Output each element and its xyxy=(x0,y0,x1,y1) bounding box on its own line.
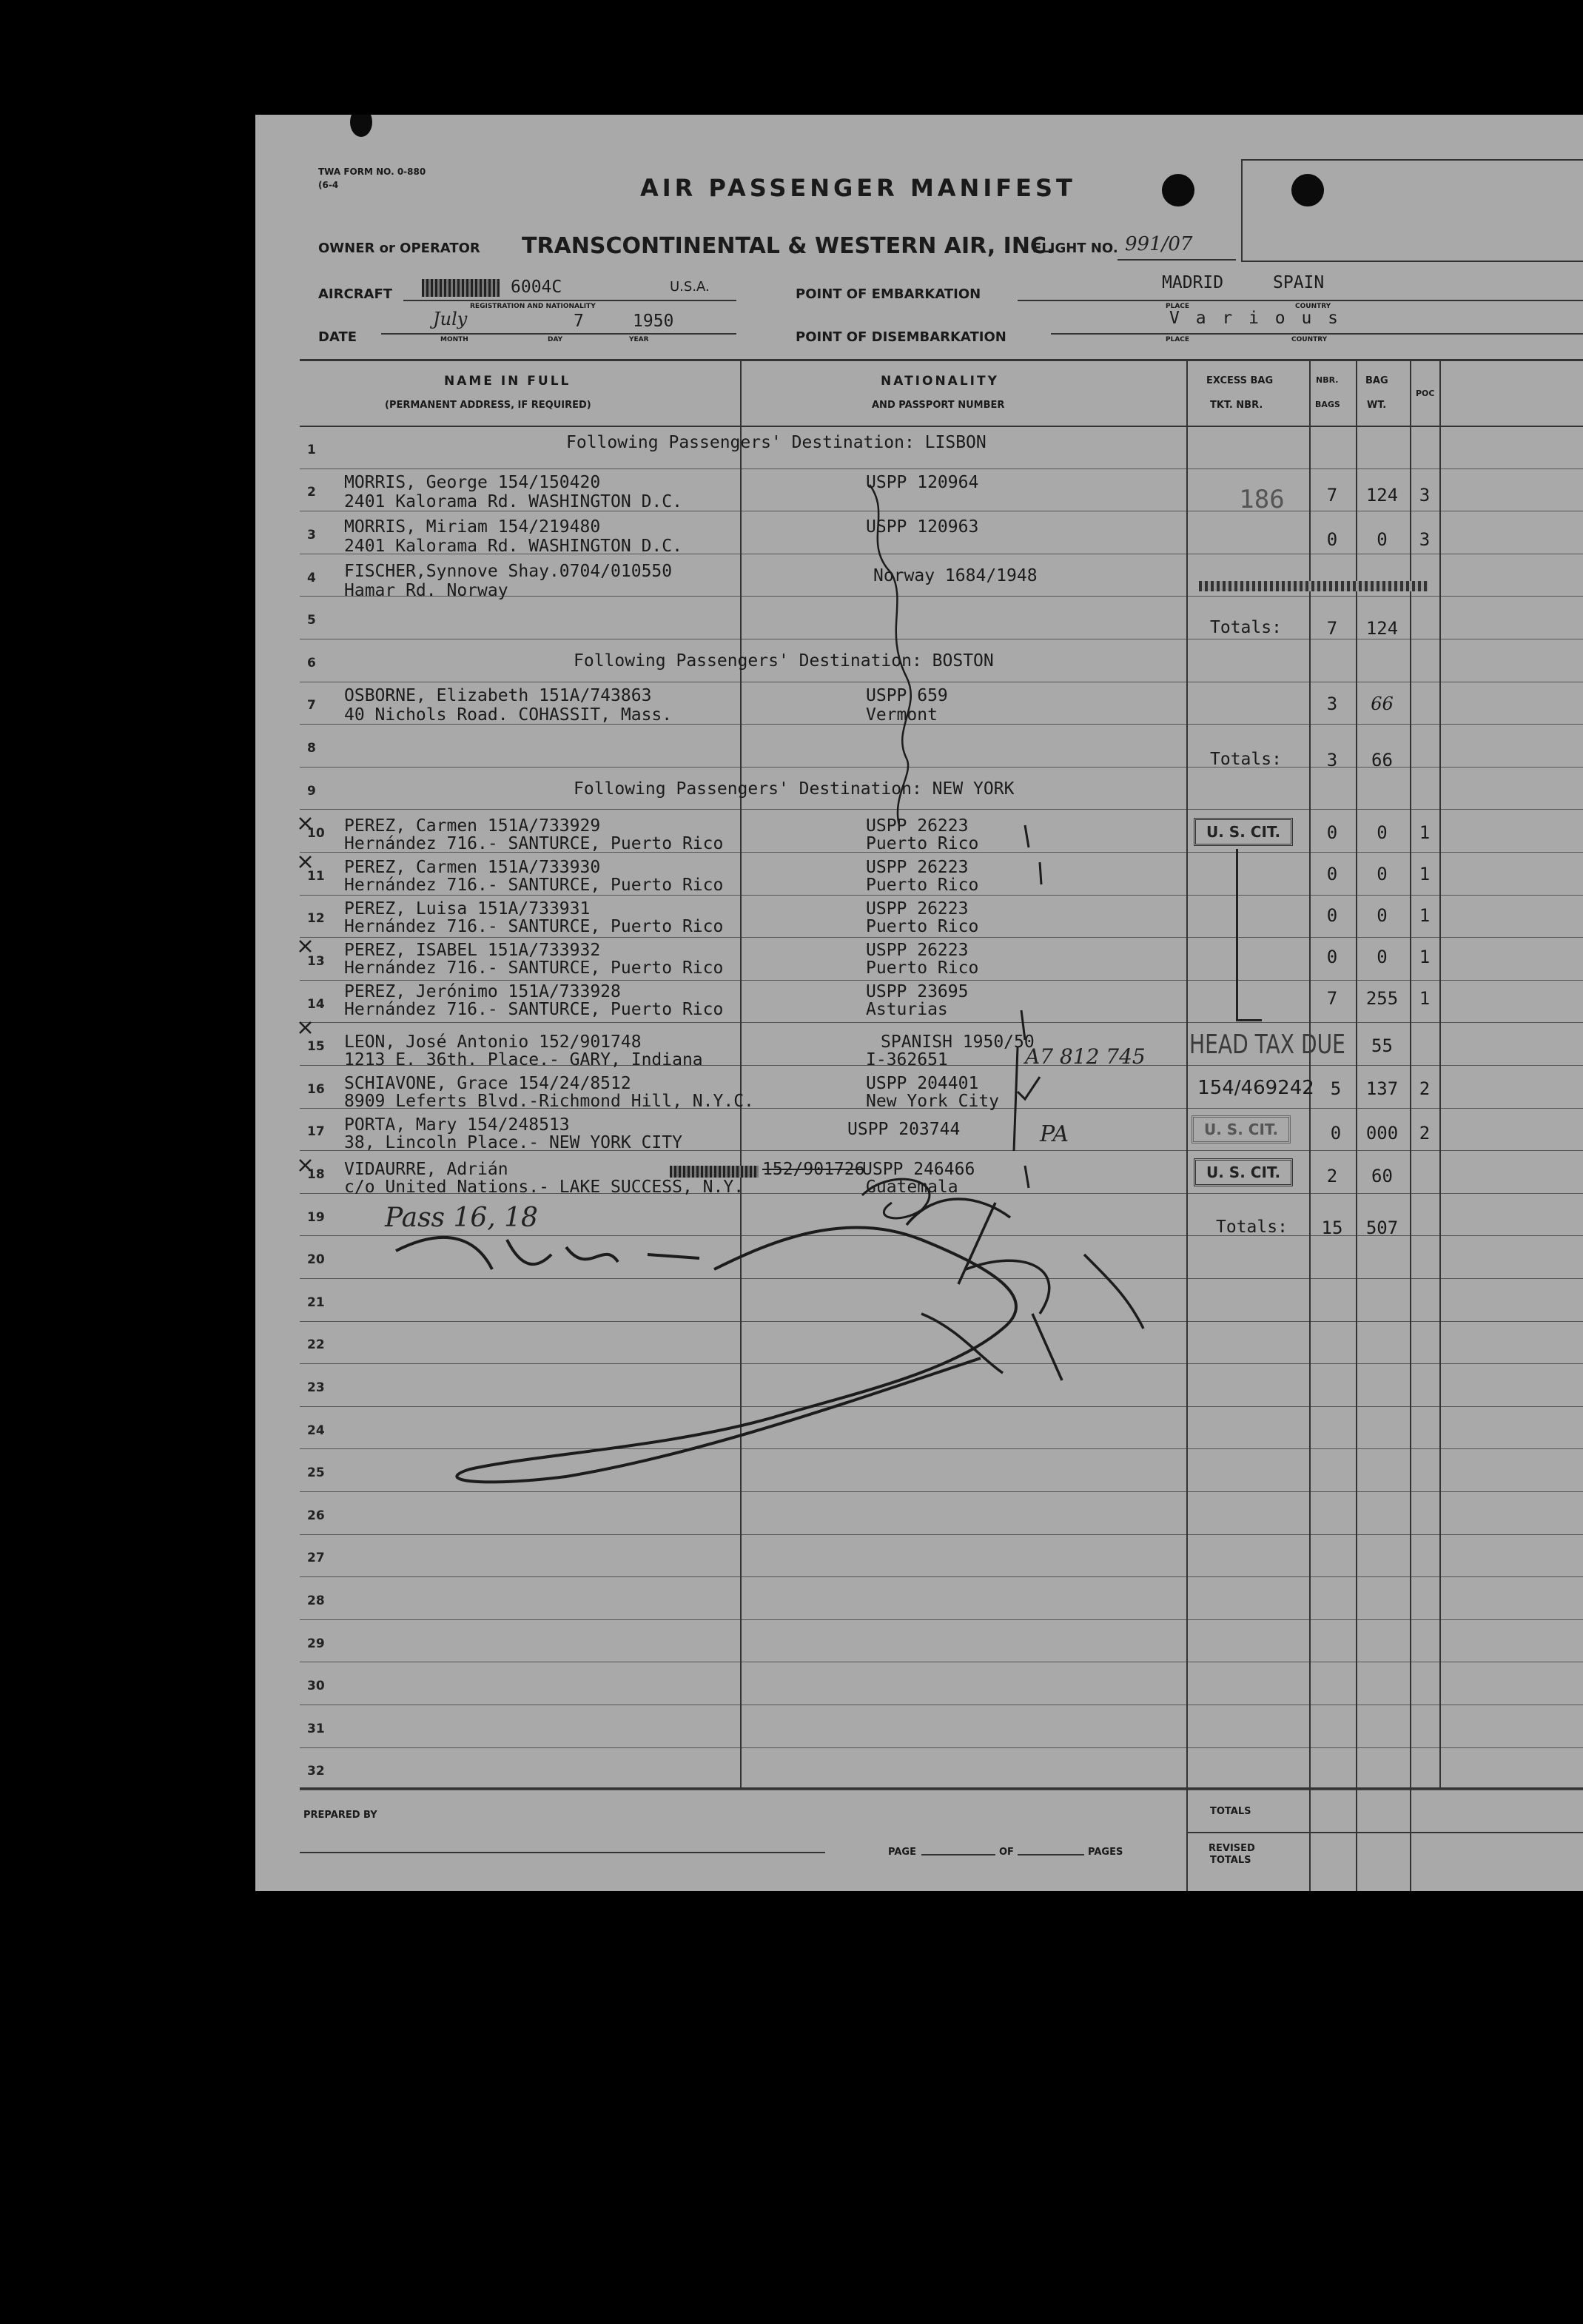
row-number: 19 xyxy=(307,1210,325,1225)
date-sub-month: MONTH xyxy=(440,336,468,343)
disembark-sub-place: PLACE xyxy=(1166,336,1190,343)
page-line xyxy=(921,1854,995,1855)
row-number: 7 xyxy=(307,698,316,713)
row18-nationality-2: Guatemala xyxy=(866,1178,958,1197)
disembark-label: POINT OF DISEMBARKATION xyxy=(796,329,1006,345)
row-number: 24 xyxy=(307,1423,325,1438)
row10-nationality-2: Puerto Rico xyxy=(866,834,979,853)
aircraft-country: U.S.A. xyxy=(670,279,710,295)
col-nbr-header: NBR. xyxy=(1316,375,1339,385)
row3-nationality: USPP 120963 xyxy=(866,517,979,537)
row17-handwritten: PA xyxy=(1040,1121,1069,1147)
prepared-by-label: PREPARED BY xyxy=(303,1810,377,1821)
row2-poc: 3 xyxy=(1419,485,1431,506)
aircraft-sub: REGISTRATION AND NATIONALITY xyxy=(470,303,596,310)
row14-address: Hernández 716.- SANTURCE, Puerto Rico xyxy=(344,1000,724,1019)
of-label: OF xyxy=(999,1847,1014,1858)
col-poc-header: POC xyxy=(1416,389,1435,398)
bracket-squiggle xyxy=(870,485,911,825)
form-revision: (6-4 xyxy=(318,180,339,190)
row18-struck: 152/901726 xyxy=(762,1160,865,1179)
row13-poc: 1 xyxy=(1419,947,1431,967)
embark-sub-country: COUNTRY xyxy=(1295,303,1331,310)
row16-nationality: USPP 204401 xyxy=(866,1074,979,1093)
row7-address: 40 Nichols Road. COHASSIT, Mass. xyxy=(344,705,673,725)
row13-nbr: 0 xyxy=(1326,947,1338,967)
aircraft-value: 6004C xyxy=(511,278,562,297)
signature-stroke-2 xyxy=(457,1227,1016,1482)
signature-stroke-3 xyxy=(907,1199,1143,1380)
row12-name: PEREZ, Luisa 151A/733931 xyxy=(344,899,591,918)
row3-poc: 3 xyxy=(1419,529,1431,550)
row17-poc: 2 xyxy=(1419,1123,1431,1143)
col-nat-sub: AND PASSPORT NUMBER xyxy=(872,400,1005,411)
row-number: 5 xyxy=(307,613,316,628)
row-number: 4 xyxy=(307,571,316,585)
footer-revised-totals-label: TOTALS xyxy=(1210,1855,1251,1866)
row-number: 13 xyxy=(307,954,325,969)
row16-nbr: 5 xyxy=(1330,1078,1342,1099)
row11-address: Hernández 716.- SANTURCE, Puerto Rico xyxy=(344,876,724,895)
col-nat-header: NATIONALITY xyxy=(881,374,999,389)
row14-wt: 255 xyxy=(1365,988,1399,1009)
row17-stamp: U. S. CIT. xyxy=(1192,1115,1291,1143)
row2-address: 2401 Kalorama Rd. WASHINGTON D.C. xyxy=(344,492,682,511)
row-number: 14 xyxy=(307,997,325,1012)
row14-nbr: 7 xyxy=(1326,988,1338,1009)
col-name-header: NAME IN FULL xyxy=(444,374,571,389)
row-number: 25 xyxy=(307,1465,325,1480)
row15-handwritten: A7 812 745 xyxy=(1025,1044,1146,1069)
row10-wt: 0 xyxy=(1377,822,1388,843)
row12-nationality-2: Puerto Rico xyxy=(866,917,979,936)
signature-stroke-1 xyxy=(396,1237,699,1269)
row11-wt: 0 xyxy=(1377,864,1388,884)
row-number: 22 xyxy=(307,1337,325,1352)
row11-name: PEREZ, Carmen 151A/733930 xyxy=(344,858,601,877)
row17-nbr: 0 xyxy=(1330,1123,1342,1143)
row7-nbr: 3 xyxy=(1326,693,1338,714)
disembark-value: V a r i o u s xyxy=(1169,309,1342,328)
row14-nationality-2: Asturias xyxy=(866,1000,948,1019)
row16-name: SCHIAVONE, Grace 154/24/8512 xyxy=(344,1074,631,1093)
row17-wt: 000 xyxy=(1365,1123,1399,1143)
row18-nationality: USPP 246466 xyxy=(862,1160,975,1179)
embark-sub-place: PLACE xyxy=(1166,303,1190,310)
row11-nbr: 0 xyxy=(1326,864,1338,884)
row10-nationality: USPP 26223 xyxy=(866,816,969,836)
page-label: PAGE xyxy=(888,1847,916,1858)
row5-totals-label: Totals: xyxy=(1210,618,1282,637)
row5-nbr: 7 xyxy=(1326,618,1338,639)
flight-number: 991/07 xyxy=(1125,233,1193,255)
embark-country: SPAIN xyxy=(1273,273,1325,292)
date-month: July xyxy=(433,309,468,329)
manifest-sheet xyxy=(255,115,1583,1891)
row7-nationality-2: Vermont xyxy=(866,705,938,725)
col-excess-sub: TKT. NBR. xyxy=(1210,400,1263,411)
date-label: DATE xyxy=(318,329,357,345)
row7-name: OSBORNE, Elizabeth 151A/743863 xyxy=(344,686,652,705)
row17-nationality: USPP 203744 xyxy=(847,1120,961,1139)
owner-value: TRANSCONTINENTAL & WESTERN AIR, INC. xyxy=(522,233,1055,259)
row15-address: 1213 E. 36th. Place.- GARY, Indiana xyxy=(344,1050,703,1069)
row-number: 8 xyxy=(307,741,316,756)
row12-wt: 0 xyxy=(1377,905,1388,926)
row13-wt: 0 xyxy=(1377,947,1388,967)
row-number: 31 xyxy=(307,1722,325,1736)
row16-poc: 2 xyxy=(1419,1078,1431,1099)
row-number: 1 xyxy=(307,443,316,457)
row16-nationality-2: New York City xyxy=(866,1092,1000,1111)
row13-nationality: USPP 26223 xyxy=(866,941,969,960)
row14-name: PEREZ, Jerónimo 151A/733928 xyxy=(344,982,621,1001)
row-number: 16 xyxy=(307,1082,325,1097)
date-sub-day: DAY xyxy=(548,336,563,343)
prepared-by-line xyxy=(300,1852,825,1853)
row8-totals-label: Totals: xyxy=(1210,750,1282,769)
row17-address: 38, Lincoln Place.- NEW YORK CITY xyxy=(344,1133,682,1152)
row12-poc: 1 xyxy=(1419,905,1431,926)
row10-nbr: 0 xyxy=(1326,822,1338,843)
row-number: 3 xyxy=(307,528,316,543)
row19-handwritten: Pass 16, 18 xyxy=(385,1203,538,1233)
row3-address: 2401 Kalorama Rd. WASHINGTON D.C. xyxy=(344,537,682,556)
row-number: 17 xyxy=(307,1124,325,1139)
page-title: AIR PASSENGER MANIFEST xyxy=(640,174,1076,202)
row7-wt: 66 xyxy=(1371,693,1394,714)
row15-nationality-2: I-362651 xyxy=(866,1050,948,1069)
row18-address: c/o United Nations.- LAKE SUCCESS, N.Y. xyxy=(344,1178,745,1197)
row12-address: Hernández 716.- SANTURCE, Puerto Rico xyxy=(344,917,724,936)
row11-nationality: USPP 26223 xyxy=(866,858,969,877)
signature-scrawl xyxy=(255,115,1583,1891)
of-line xyxy=(1018,1854,1084,1855)
signature-stroke-4 xyxy=(862,1179,930,1218)
row5-wt: 124 xyxy=(1365,618,1399,639)
embark-place: MADRID xyxy=(1162,273,1224,292)
row2-wt: 124 xyxy=(1365,485,1399,506)
owner-label: OWNER or OPERATOR xyxy=(318,241,480,256)
row11-poc: 1 xyxy=(1419,864,1431,884)
row14-poc: 1 xyxy=(1419,988,1431,1009)
footer-revised-label: REVISED xyxy=(1209,1843,1255,1854)
row2-nbr: 7 xyxy=(1326,485,1338,506)
row-number: 30 xyxy=(307,1679,325,1693)
date-day: 7 xyxy=(574,312,584,331)
row8-nbr: 3 xyxy=(1326,750,1338,770)
row4-nationality: Norway 1684/1948 xyxy=(873,566,1038,585)
row15-wt: 55 xyxy=(1371,1035,1393,1056)
row1-heading: Following Passengers' Destination: LISBON xyxy=(566,433,987,452)
row15-nationality: SPANISH 1950/50 xyxy=(881,1032,1035,1052)
row-number: 15 xyxy=(307,1039,325,1054)
embark-label: POINT OF EMBARKATION xyxy=(796,286,981,302)
row-number: 18 xyxy=(307,1167,325,1182)
disembark-sub-country: COUNTRY xyxy=(1291,336,1328,343)
row14-nationality: USPP 23695 xyxy=(866,982,969,1001)
col-bag-header: BAG xyxy=(1365,375,1388,386)
col-nbr-sub: BAGS xyxy=(1315,400,1340,409)
x-marks xyxy=(300,818,311,1171)
flight-label: FLIGHT NO. xyxy=(1032,241,1118,256)
row-number: 2 xyxy=(307,485,316,500)
row10-name: PEREZ, Carmen 151A/733929 xyxy=(344,816,601,836)
row18-name: VIDAURRE, Adrián xyxy=(344,1160,508,1179)
row-number: 12 xyxy=(307,911,325,926)
row2-nationality: USPP 120964 xyxy=(866,473,979,492)
row9-heading: Following Passengers' Destination: NEW YORK xyxy=(574,779,1015,799)
row6-heading: Following Passengers' Destination: BOSTON xyxy=(574,651,994,671)
row-number: 20 xyxy=(307,1252,325,1267)
row18-wt: 60 xyxy=(1371,1166,1393,1186)
pages-label: PAGES xyxy=(1088,1847,1123,1858)
row-number: 10 xyxy=(307,826,325,841)
row4-address: Hamar Rd. Norway xyxy=(344,581,508,600)
checkmark-strokes xyxy=(1014,825,1041,1188)
row16-wt: 137 xyxy=(1365,1078,1399,1099)
row2-name: MORRIS, George 154/150420 xyxy=(344,473,601,492)
row-number: 21 xyxy=(307,1295,325,1310)
row17-name: PORTA, Mary 154/248513 xyxy=(344,1115,570,1135)
row-number: 11 xyxy=(307,869,325,884)
row7-nationality: USPP 659 xyxy=(866,686,948,705)
row-number: 23 xyxy=(307,1380,325,1395)
row18-nbr: 2 xyxy=(1326,1166,1338,1186)
row19-wt: 507 xyxy=(1365,1218,1399,1238)
col-bag-sub: WT. xyxy=(1367,400,1387,411)
row12-nbr: 0 xyxy=(1326,905,1338,926)
date-year: 1950 xyxy=(633,312,674,331)
row3-name: MORRIS, Miriam 154/219480 xyxy=(344,517,601,537)
row3-wt: 0 xyxy=(1377,529,1388,550)
row11-nationality-2: Puerto Rico xyxy=(866,876,979,895)
row19-totals-label: Totals: xyxy=(1216,1218,1288,1237)
row-number: 26 xyxy=(307,1508,325,1523)
row10-address: Hernández 716.- SANTURCE, Puerto Rico xyxy=(344,834,724,853)
row3-nbr: 0 xyxy=(1326,529,1338,550)
row-number: 32 xyxy=(307,1764,325,1779)
row15-name: LEON, José Antonio 152/901748 xyxy=(344,1032,642,1052)
col-excess-header: EXCESS BAG xyxy=(1206,375,1274,386)
date-sub-year: YEAR xyxy=(629,336,649,343)
row16-address: 8909 Leferts Blvd.-Richmond Hill, N.Y.C. xyxy=(344,1092,754,1111)
row-number: 9 xyxy=(307,784,316,799)
row4-name: FISCHER,Synnove Shay.0704/010550 xyxy=(344,562,673,581)
row-number: 27 xyxy=(307,1551,325,1565)
row13-name: PEREZ, ISABEL 151A/733932 xyxy=(344,941,601,960)
row-number: 28 xyxy=(307,1593,325,1608)
row13-address: Hernández 716.- SANTURCE, Puerto Rico xyxy=(344,958,724,978)
aircraft-label: AIRCRAFT xyxy=(318,286,393,302)
form-number: TWA FORM NO. 0-880 xyxy=(318,167,426,177)
row2-excess: 186 xyxy=(1239,485,1285,514)
row10-poc: 1 xyxy=(1419,822,1431,843)
row-number: 29 xyxy=(307,1636,325,1651)
row19-nbr: 15 xyxy=(1321,1218,1343,1238)
col-name-sub: (PERMANENT ADDRESS, IF REQUIRED) xyxy=(385,400,591,411)
row12-nationality: USPP 26223 xyxy=(866,899,969,918)
row8-wt: 66 xyxy=(1371,750,1393,770)
row18-stamp: U. S. CIT. xyxy=(1194,1158,1293,1186)
row15-stamp: HEAD TAX DUE xyxy=(1189,1030,1345,1060)
row16-excess: 154/469242 xyxy=(1197,1077,1314,1099)
row-number: 6 xyxy=(307,656,316,671)
row10-stamp: U. S. CIT. xyxy=(1194,818,1293,846)
footer-totals-label: TOTALS xyxy=(1210,1806,1251,1817)
row13-nationality-2: Puerto Rico xyxy=(866,958,979,978)
